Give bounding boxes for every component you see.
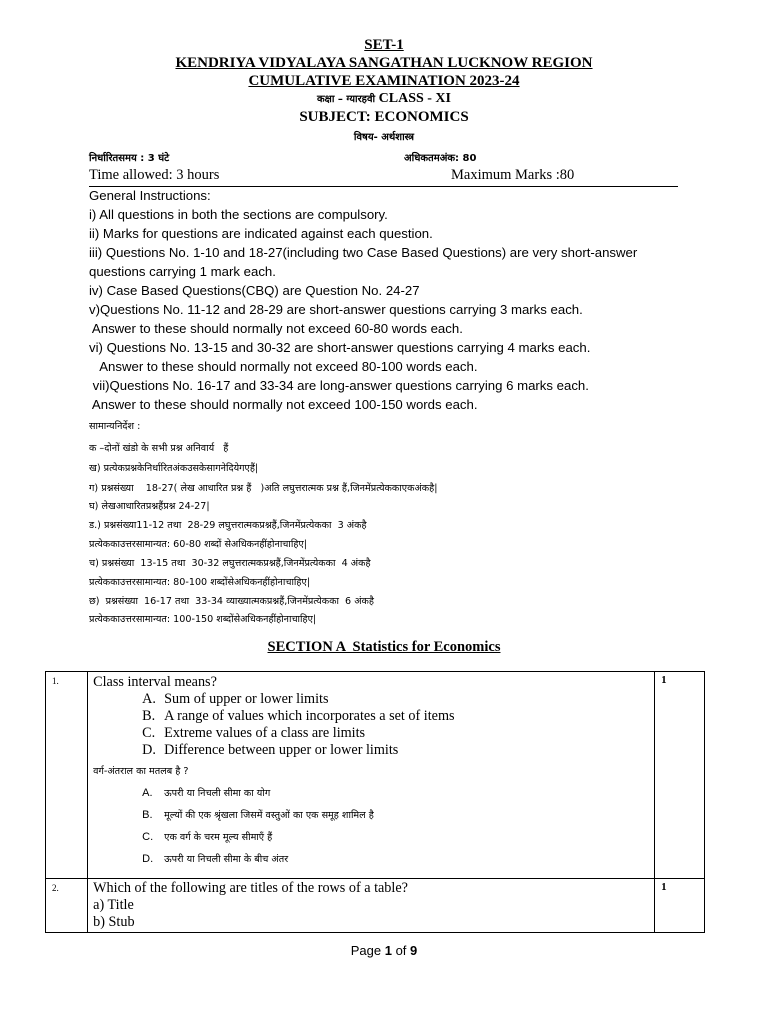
- subject-hindi: विषय- अर्थशास्त्र: [353, 132, 415, 143]
- option-a: a) Title: [93, 897, 134, 913]
- time-english: Time allowed: 3 hours: [89, 167, 220, 183]
- hindi-instruction-line: घ) लेखआधारितप्रश्नहैंप्रश्न 24-27|: [89, 501, 210, 512]
- hindi-option-a: A. ऊपरी या निचली सीमा का योग: [142, 787, 271, 799]
- instruction-line: Answer to these should normally not exceed 60-80 words each.: [89, 321, 463, 336]
- question-text-hindi: वर्ग-अंतराल का मतलब है ?: [93, 766, 189, 777]
- question-body: [88, 672, 655, 879]
- set-label: SET-1: [364, 37, 404, 53]
- instruction-line: Answer to these should normally not exceed 80-100 words each.: [89, 359, 478, 374]
- question-marks: 1: [655, 672, 705, 879]
- organization-title: KENDRIYA VIDYALAYA SANGATHAN LUCKNOW REGION: [175, 55, 593, 71]
- option-b: B. A range of values which incorporates a set of items: [142, 708, 455, 724]
- hindi-option-d: D. ऊपरी या निचली सीमा के बीच अंतर: [142, 853, 289, 865]
- class-english: CLASS - XI: [378, 91, 451, 106]
- exam-title: CUMULATIVE EXAMINATION 2023-24: [248, 73, 520, 89]
- hindi-option-b: B. मूल्यों की एक श्रृंखला जिसमें वस्तुओं का एक समूह शामिल है: [142, 809, 374, 821]
- marks-english: Maximum Marks :80: [451, 167, 575, 183]
- header-divider: [89, 186, 678, 187]
- instruction-line: iv) Case Based Questions(CBQ) are Question No. 24-27: [89, 283, 420, 298]
- instruction-line: vi) Questions No. 13-15 and 30-32 are short-answer questions carrying 4 marks each.: [89, 340, 591, 355]
- option-d: D. Difference between upper or lower limits: [142, 742, 399, 758]
- question-row: [46, 672, 705, 879]
- hindi-instruction-line: छ) प्रश्नसंख्या 16-17 तथा 33-34 व्याख्यात्मकप्रश्नहैं,जिनमेंप्रत्येकका 6 अंकहै: [89, 596, 375, 607]
- instruction-line: iii) Questions No. 1-10 and 18-27(including two Case Based Questions) are very short-answer: [89, 245, 638, 260]
- class-line: [0, 91, 768, 107]
- hindi-instruction-line: ग) प्रश्नसंख्या 18-27( लेख आधारित प्रश्न हैं )अति लघुत्तरात्मक प्रश्न हैं,जिनमेंप्रत्येककाएकअंकहै|: [89, 483, 438, 494]
- hindi-instruction-line: च) प्रश्नसंख्या 13-15 तथा 30-32 लघुत्तरात्मकप्रश्नहैं,जिनमेंप्रत्येकका 4 अंकहै: [89, 558, 371, 569]
- questions-table: [45, 671, 705, 933]
- page-footer: [0, 943, 768, 958]
- question-number: 2.: [46, 879, 88, 933]
- hindi-instruction-line: प्रत्येककाउत्तरसामान्यत: 100-150 शब्दोंसेअधिकनहींहोनाचाहिए|: [89, 614, 317, 625]
- section-title: SECTION A Statistics for Economics: [267, 639, 501, 655]
- option-b: b) Stub: [93, 914, 135, 930]
- hindi-options-list: [93, 786, 654, 865]
- question-number: 1.: [46, 672, 88, 879]
- page-number: 1: [384, 943, 392, 958]
- page-word: Page: [350, 943, 382, 958]
- hindi-instructions-title: सामान्यनिर्देश :: [89, 421, 141, 432]
- marks-hindi: अधिकतमअंक: 80: [404, 153, 477, 164]
- time-hindi: निर्धारितसमय : 3 घंटे: [89, 153, 170, 164]
- options-list: [93, 691, 654, 759]
- question-row: [46, 879, 705, 933]
- instruction-line: questions carrying 1 mark each.: [89, 264, 276, 279]
- of-word: of: [395, 943, 407, 958]
- hindi-instruction-line: प्रत्येककाउत्तरसामान्यत: 80-100 शब्दोंसेअधिकनहींहोनाचाहिए|: [89, 577, 311, 588]
- instruction-line: Answer to these should normally not exceed 100-150 words each.: [89, 397, 478, 412]
- hindi-option-c: C. एक वर्ग के चरम मूल्य सीमाएँ हैं: [142, 831, 273, 843]
- instruction-line: ii) Marks for questions are indicated against each question.: [89, 226, 433, 241]
- hindi-instruction-line: ड.) प्रश्नसंख्या11-12 तथा 28-29 लघुत्तरात्मकप्रश्नहैं,जिनमेंप्रत्येकका 3 अंकहै: [89, 520, 367, 531]
- question-text: Which of the following are titles of the rows of a table?: [93, 880, 408, 896]
- instruction-line: vii)Questions No. 16-17 and 33-34 are long-answer questions carrying 6 marks each.: [89, 378, 589, 393]
- hindi-instruction-line: क –दोनों खंडो के सभी प्रश्न अनिवार्य हैं: [89, 443, 229, 454]
- option-c: C. Extreme values of a class are limits: [142, 725, 366, 741]
- subject-title: SUBJECT: ECONOMICS: [299, 109, 469, 125]
- question-body: [88, 879, 655, 933]
- instruction-line: i) All questions in both the sections are compulsory.: [89, 207, 388, 222]
- option-a: A. Sum of upper or lower limits: [142, 691, 329, 707]
- class-hindi: कक्षा – ग्यारहवी: [316, 94, 376, 105]
- question-text: Class interval means?: [93, 674, 217, 690]
- hindi-instruction-line: प्रत्येककाउत्तरसामान्यत: 60-80 शब्दों सेअधिकनहींहोनाचाहिए|: [89, 539, 307, 550]
- hindi-instruction-line: ख) प्रत्येकप्रश्नकेनिर्धारितअंकउसकेसागनेदियेगएहैं|: [89, 463, 259, 474]
- question-marks: 1: [655, 879, 705, 933]
- page-total: 9: [410, 943, 418, 958]
- instructions-title: General Instructions:: [89, 188, 211, 203]
- instruction-line: v)Questions No. 11-12 and 28-29 are short-answer questions carrying 3 marks each.: [89, 302, 583, 317]
